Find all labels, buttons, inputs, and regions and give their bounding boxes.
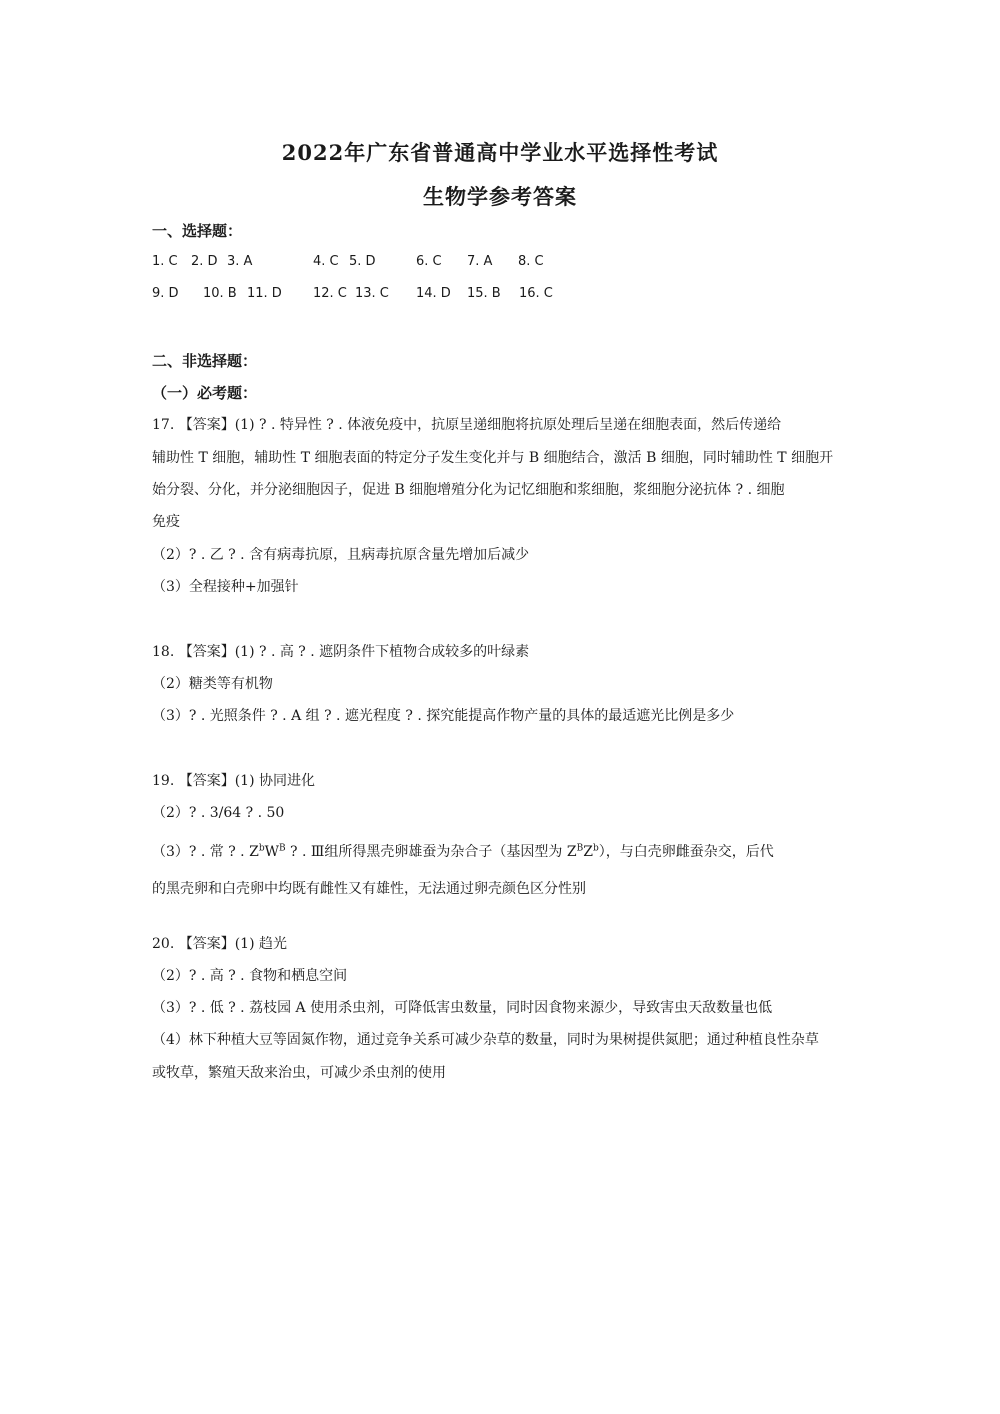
q20-line: （4）林下种植大豆等固氮作物，通过竞争关系可减少杂草的数量，同时为果树提供氮肥；通过种植良性杂草 <box>152 1032 819 1048</box>
q18-line: （2）糖类等有机物 <box>152 676 273 692</box>
q20-line: （3）? . 低 ? . 荔枝园 A 使用杀虫剂，可降低害虫数量，同时因食物来源少，导致害虫天敌数量也低 <box>152 1000 773 1016</box>
q19-text: W <box>264 844 279 860</box>
q17-line: （3）全程接种+加强针 <box>152 579 299 595</box>
q17-line: （2）? . 乙 ? . 含有病毒抗原，且病毒抗原含量先增加后减少 <box>152 547 530 563</box>
mc-answer: 10. B <box>203 286 237 301</box>
q17-line: 17. 【答案】(1) ? . 特异性 ? . 体液免疫中，抗原呈递细胞将抗原处理后呈递在细胞表面，然后传递给 <box>152 417 782 433</box>
q19-line: 的黑壳卵和白壳卵中均既有雌性又有雄性，无法通过卵壳颜色区分性别 <box>152 881 586 897</box>
answer-key-title: 生物学参考答案 <box>423 184 577 209</box>
q19-line: 19. 【答案】(1) 协同进化 <box>152 773 315 789</box>
mc-answer: 16. C <box>519 286 553 301</box>
q19-superscript: B <box>278 843 286 854</box>
mc-answer: 7. A <box>467 254 493 269</box>
mc-answer: 5. D <box>349 254 376 269</box>
q20-line: （2）? . 高 ? . 食物和栖息空间 <box>152 968 348 984</box>
mc-answer: 15. B <box>467 286 501 301</box>
q19-line: （2）? . 3/64 ? . 50 <box>152 805 285 821</box>
mc-answer: 1. C <box>152 254 178 269</box>
exam-title: 2022年广东省普通高中学业水平选择性考试 <box>281 140 719 165</box>
mc-answer: 6. C <box>416 254 442 269</box>
q19-superscript: b <box>592 843 599 854</box>
q19-text: （3）? . 常 ? . Z <box>152 844 259 860</box>
mc-answer: 2. D <box>191 254 218 269</box>
q20-line: 20. 【答案】(1) 趋光 <box>152 936 287 952</box>
q17-line: 辅助性 T 细胞，辅助性 T 细胞表面的特定分子发生变化并与 B 细胞结合，激活 B 细胞，同时辅助性 T 细胞开 <box>152 450 834 466</box>
q19-superscript: b <box>258 843 265 854</box>
q19-line <box>152 842 852 862</box>
q19-superscript: B <box>576 843 584 854</box>
q18-line: 18. 【答案】(1) ? . 高 ? . 遮阴条件下植物合成较多的叶绿素 <box>152 644 530 660</box>
mc-answer: 14. D <box>416 286 451 301</box>
q17-line: 始分裂、分化，并分泌细胞因子，促进 B 细胞增殖分化为记忆细胞和浆细胞，浆细胞分泌抗体 ? . 细胞 <box>152 482 785 498</box>
mc-answer: 13. C <box>355 286 389 301</box>
q19-text: ），与白壳卵雌蚕杂交，后代 <box>598 844 774 860</box>
q18-line: （3）? . 光照条件 ? . A 组 ? . 遮光程度 ? . 探究能提高作物产量的具体的最适遮光比例是多少 <box>152 708 735 724</box>
mc-answer: 8. C <box>518 254 544 269</box>
section-2-heading: 二、非选择题： <box>152 352 258 370</box>
q19-text: Z <box>583 844 593 860</box>
section-2-subheading: （一）必考题： <box>152 384 258 402</box>
mc-answer: 9. D <box>152 286 179 301</box>
mc-answer: 12. C <box>313 286 347 301</box>
q19-text: ? . Ⅲ组所得黑壳卵雄蚕为杂合子（基因型为 Z <box>285 844 577 860</box>
mc-answer: 3. A <box>227 254 253 269</box>
section-1-heading: 一、选择题： <box>152 222 243 240</box>
q17-line: 免疫 <box>152 514 180 530</box>
mc-answer: 11. D <box>247 286 282 301</box>
mc-answer: 4. C <box>313 254 339 269</box>
q20-line: 或牧草，繁殖天敌来治虫，可减少杀虫剂的使用 <box>152 1065 446 1081</box>
